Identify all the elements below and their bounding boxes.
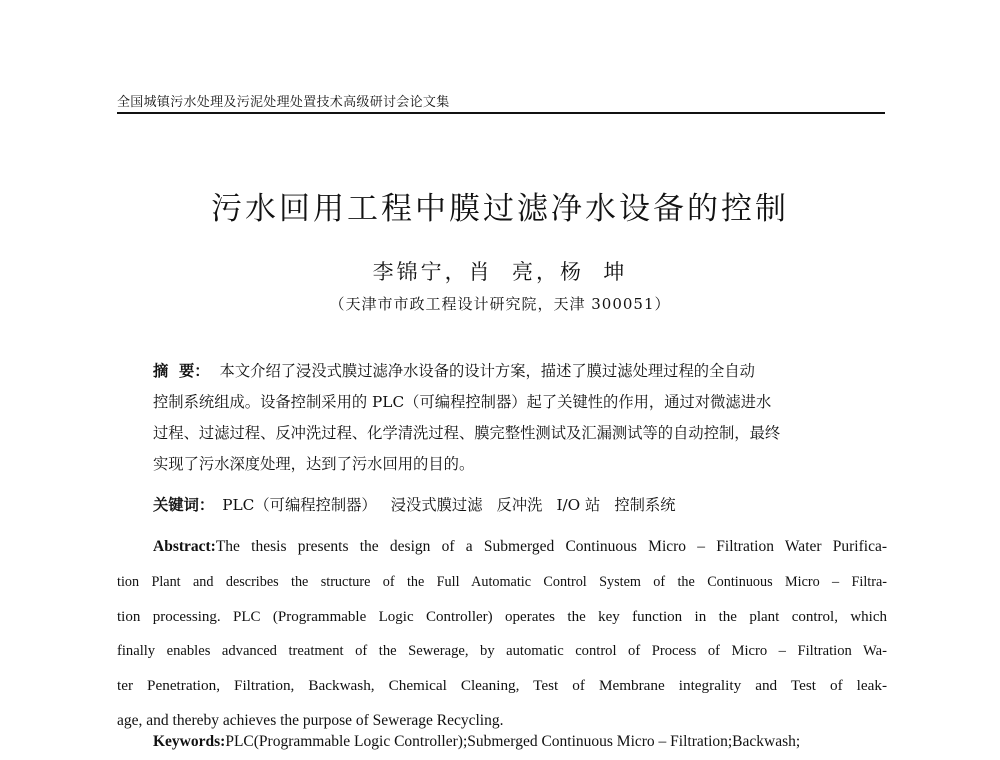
keyword-cn: PLC（可编程控制器）: [222, 496, 377, 514]
abstract-en-line: ter Penetration, Filtration, Backwash, Chemical Cleaning, Test of Membrane integrality and Test of leak-: [117, 677, 887, 695]
abstract-en-line: age, and thereby achieves the purpose of Sewerage Recycling.: [117, 711, 504, 729]
abstract-en-line: tion Plant and describes the structure of the Full Automatic Control System of the Continuous Micro – Filtra-: [117, 573, 887, 590]
abstract-en-line: [117, 530, 887, 565]
abstract-en-line: finally enables advanced treatment of the Sewerage, by automatic control of Process of Micro – Filtration Wa-: [117, 643, 887, 660]
paper-authors: 李锦宁，肖 亮，杨 坤: [372, 260, 628, 284]
abstract-cn: [153, 356, 853, 480]
abstract-en: [117, 530, 887, 739]
keywords-cn: [153, 493, 873, 515]
keywords-en-text: PLC(Programmable Logic Controller);Submerged Continuous Micro – Filtration;Backwash;: [225, 733, 801, 750]
abstract-cn-text: 本文介绍了浸没式膜过滤净水设备的设计方案，描述了膜过滤处理过程的全自动: [219, 362, 755, 380]
abstract-cn-line: 控制系统组成。设备控制采用的 PLC（可编程控制器）起了关键性的作用，通过对微滤进水: [153, 393, 772, 411]
keywords-cn-label: 关键词：: [153, 496, 215, 514]
abstract-en-label: Abstract:: [153, 538, 216, 555]
keywords-en-label: Keywords:: [153, 733, 226, 750]
keyword-cn: 控制系统: [614, 496, 676, 514]
keywords-en: [153, 733, 887, 751]
paper-affiliation: （天津市市政工程设计研究院，天津 300051）: [329, 295, 671, 313]
running-header: 全国城镇污水处理及污泥处理处置技术高级研讨会论文集: [117, 95, 450, 110]
abstract-cn-label: 摘 要：: [153, 362, 210, 380]
abstract-cn-line: 过程、过滤过程、反冲洗过程、化学清洗过程、膜完整性测试及汇漏测试等的自动控制，最终: [153, 424, 781, 442]
header-divider: [117, 112, 885, 114]
abstract-cn-line: [153, 356, 853, 387]
keyword-cn: I/O 站: [556, 496, 601, 514]
keyword-cn: 反冲洗: [496, 496, 543, 514]
abstract-en-text: The thesis presents the design of a Submerged Continuous Micro – Filtration Water Purifica-: [215, 538, 887, 555]
paper-title: 污水回用工程中膜过滤净水设备的控制: [211, 191, 789, 227]
abstract-cn-line: 实现了污水深度处理，达到了污水回用的目的。: [153, 455, 475, 473]
keyword-cn: 浸没式膜过滤: [390, 496, 483, 514]
abstract-en-line: tion processing. PLC (Programmable Logic Controller) operates the key function in the plant control, which: [117, 608, 887, 625]
